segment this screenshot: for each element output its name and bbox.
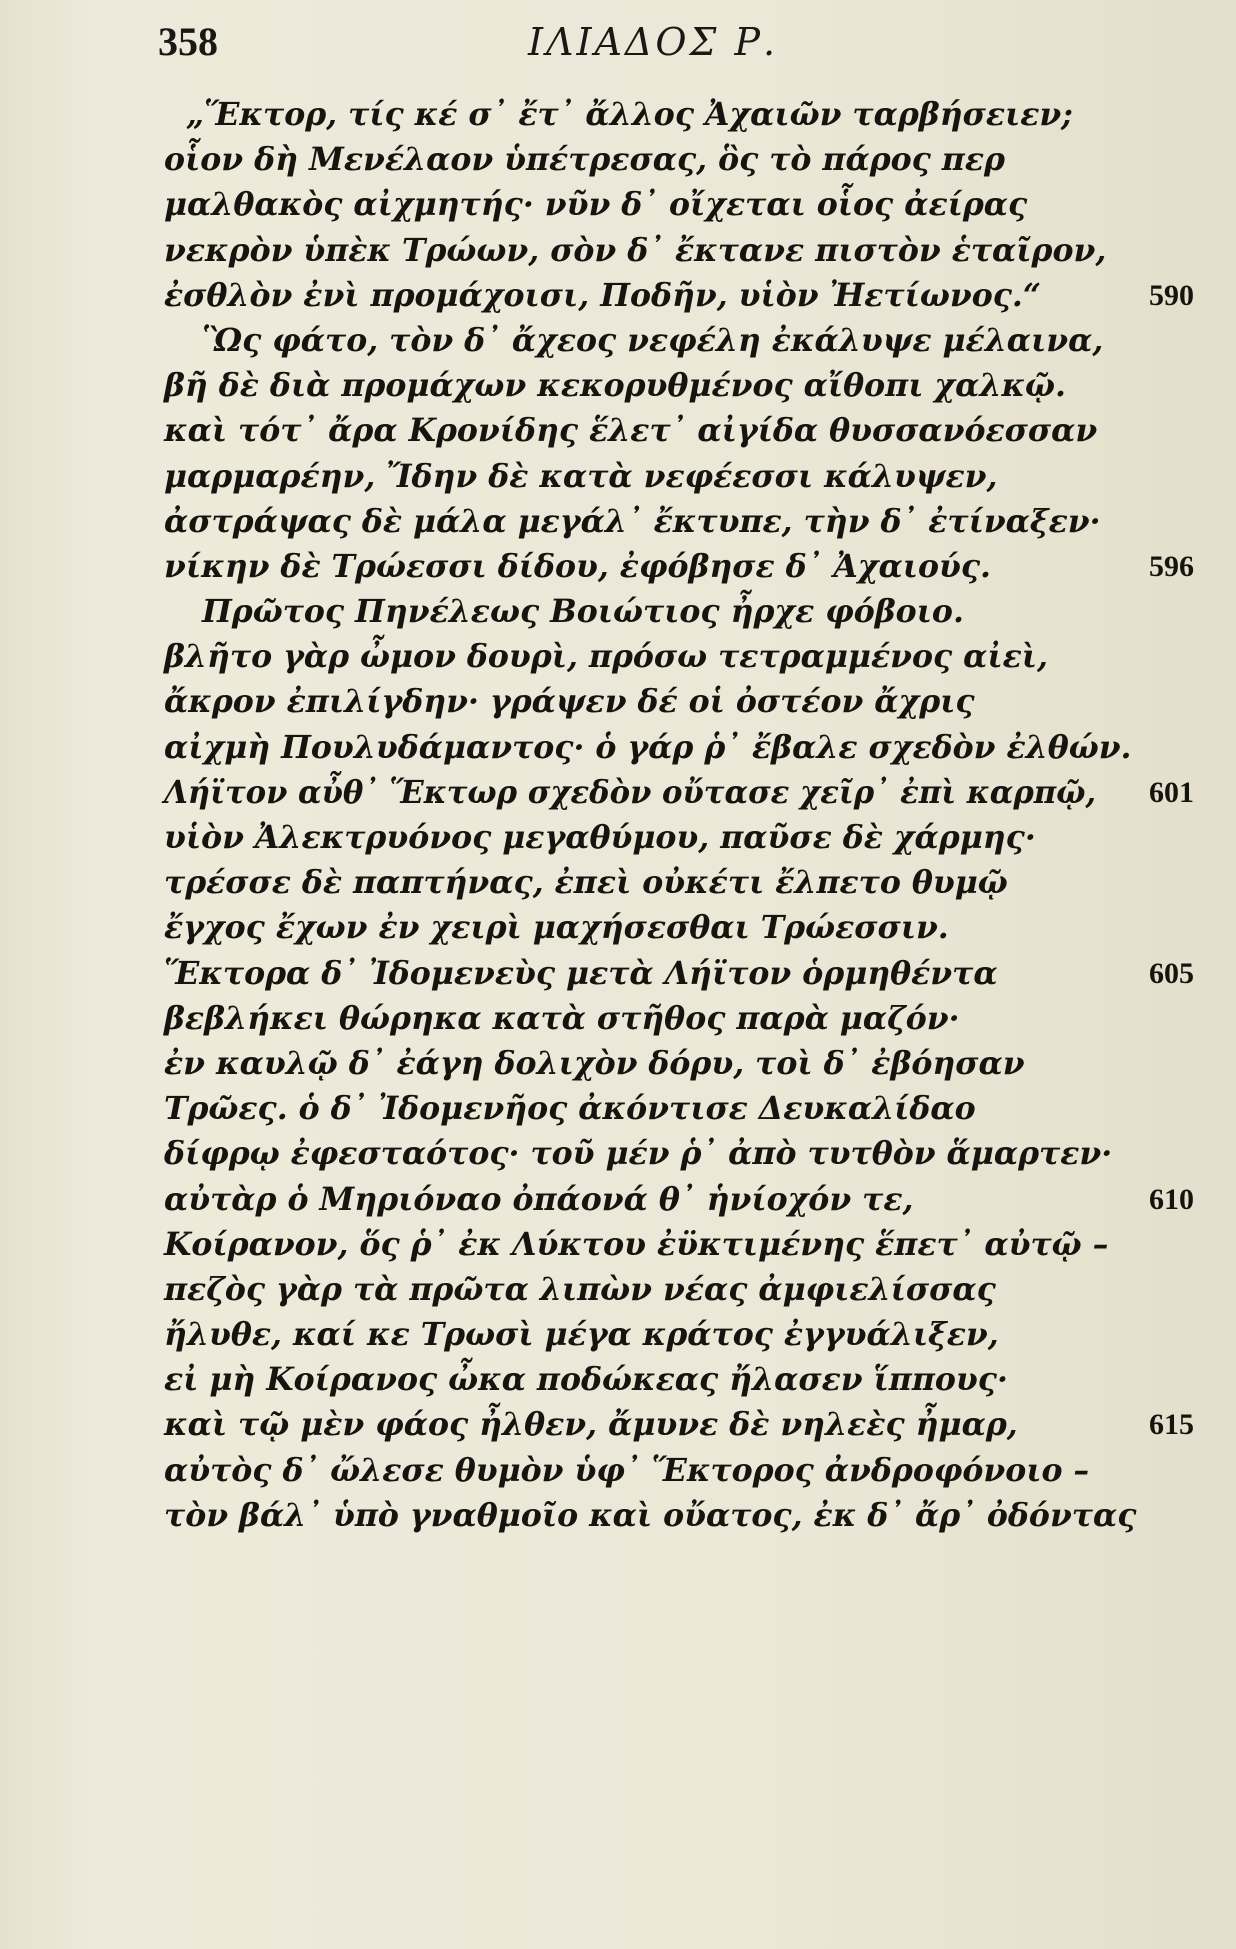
verse-line (0, 1357, 1236, 1402)
verse-line (0, 1131, 1236, 1176)
verse-line (0, 273, 1236, 318)
verse-line (0, 363, 1236, 408)
verse-line (0, 137, 1236, 182)
verse-text: υἱὸν Ἀλεκτρυόνος μεγαθύμου, παῦσε δὲ χάρμης· (164, 819, 1036, 856)
verse-line (0, 1177, 1236, 1222)
running-head: ΙΛΙΑΔΟΣ Ρ. (528, 20, 779, 64)
line-number: 601 (1149, 775, 1194, 809)
verse-text: τρέσσε δὲ παπτήνας, ἐπεὶ οὐκέτι ἔλπετο θυμῷ (164, 864, 1008, 902)
verse-text: Ὣς φάτο, τὸν δ᾽ ἄχεος νεφέλη ἐκάλυψε μέλαινα, (202, 321, 1104, 359)
verse-line (0, 860, 1236, 905)
verse-text: Τρῶες. ὁ δ᾽ Ἰδομενῆος ἀκόντισε Δευκαλίδαο (164, 1090, 976, 1128)
verse-text: καὶ τῷ μὲν φάος ἦλθεν, ἄμυνε δὲ νηλεὲς ἦμαρ, (164, 1406, 1018, 1444)
verse-text: αὐτὰρ ὁ Μηριόναο ὀπάονά θ᾽ ἡνίοχόν τε, (164, 1180, 914, 1218)
verse-line (0, 589, 1236, 634)
verse-line (0, 770, 1236, 815)
line-number: 590 (1149, 278, 1194, 312)
verse-text: Ἕκτορα δ᾽ Ἰδομενεὺς μετὰ Λήϊτον ὁρμηθέντα (164, 954, 998, 992)
verse-line (0, 318, 1236, 363)
verse-text: δίφρῳ ἐφεσταότος· τοῦ μέν ῥ᾽ ἀπὸ τυτθὸν ἅμαρτεν· (164, 1135, 1113, 1173)
verse-text: Κοίρανον, ὅς ῥ᾽ ἐκ Λύκτου ἐϋκτιμένης ἕπετ᾽ αὐτῷ – (164, 1225, 1109, 1263)
verse-text: ἀστράψας δὲ μάλα μεγάλ᾽ ἔκτυπε, τὴν δ᾽ ἐτίναξεν· (164, 502, 1101, 540)
verse-text: Πρῶτος Πηνέλεως Βοιώτιος ἦρχε φόβοιο. (202, 593, 964, 631)
verse-line (0, 454, 1236, 499)
verse-line (0, 1041, 1236, 1086)
verse-line (0, 815, 1236, 860)
verse-text: αἰχμὴ Πουλυδάμαντος· ὁ γάρ ῥ᾽ ἔβαλε σχεδὸν ἐλθών. (164, 728, 1132, 766)
line-number: 610 (1149, 1182, 1194, 1216)
verse-text: βλῆτο γὰρ ὦμον δουρὶ, πρόσω τετραμμένος αἰεὶ, (164, 638, 1048, 676)
verse-text: τὸν βάλ᾽ ὑπὸ γναθμοῖο καὶ οὔατος, ἐκ δ᾽ ἄρ᾽ ὀδόντας (164, 1496, 1137, 1534)
verse-text: ἤλυθε, καί κε Τρωσὶ μέγα κράτος ἐγγυάλιξεν, (164, 1316, 999, 1354)
line-number: 596 (1149, 549, 1194, 583)
verse-text: ἐν καυλῷ δ᾽ ἐάγη δολιχὸν δόρυ, τοὶ δ᾽ ἐβόησαν (164, 1044, 1025, 1082)
verse-line (0, 1448, 1236, 1493)
verse-line (0, 182, 1236, 227)
verse-line (0, 951, 1236, 996)
verse-line (0, 1312, 1236, 1357)
verse-text: ἔγχος ἔχων ἐν χειρὶ μαχήσεσθαι Τρώεσσιν. (164, 909, 949, 947)
verse-text: μαρμαρέην, Ἴδην δὲ κατὰ νεφέεσσι κάλυψεν, (164, 457, 998, 495)
verse-text: νεκρὸν ὑπὲκ Τρώων, σὸν δ᾽ ἔκτανε πιστὸν ἑταῖρον, (164, 231, 1107, 269)
verse-line (0, 1402, 1236, 1447)
verse-line (0, 499, 1236, 544)
verse-line (0, 544, 1236, 589)
verse-text: οἷον δὴ Μενέλαον ὑπέτρεσας, ὃς τὸ πάρος περ (164, 141, 1005, 179)
verse-line (0, 905, 1236, 950)
verse-line (0, 634, 1236, 679)
verse-text: ἄκρον ἐπιλίγδην· γράψεν δέ οἱ ὀστέον ἄχρις (164, 683, 975, 721)
verse-text: αὐτὸς δ᾽ ὤλεσε θυμὸν ὑφ᾽ Ἕκτορος ἀνδροφόνοιο – (164, 1451, 1090, 1489)
verse-line (0, 408, 1236, 453)
verse-line (0, 92, 1236, 137)
verse-text: πεζὸς γὰρ τὰ πρῶτα λιπὼν νέας ἀμφιελίσσας (164, 1270, 996, 1308)
verse-line (0, 679, 1236, 724)
verse-line (0, 996, 1236, 1041)
verse-line (0, 1222, 1236, 1267)
verse-text: βῆ δὲ διὰ προμάχων κεκορυθμένος αἴθοπι χαλκῷ. (164, 367, 1067, 405)
verse-text: Λήϊτον αὖθ᾽ Ἕκτωρ σχεδὸν οὔτασε χεῖρ᾽ ἐπὶ καρπῷ, (164, 773, 1097, 811)
verse-line (0, 228, 1236, 273)
verse-line (0, 725, 1236, 770)
verse-line (0, 1267, 1236, 1312)
verse-text: ἐσθλὸν ἐνὶ προμάχοισι, Ποδῆν, υἱὸν Ἠετίωνος.“ (164, 276, 1041, 314)
verse-line (0, 1493, 1236, 1538)
verse-text: βεβλήκει θώρηκα κατὰ στῆθος παρὰ μαζόν· (164, 999, 960, 1037)
verse-text: εἰ μὴ Κοίρανος ὦκα ποδώκεας ἤλασεν ἵππους· (164, 1361, 1008, 1399)
line-number: 605 (1149, 956, 1194, 990)
verse-line (0, 1086, 1236, 1131)
verse-text: καὶ τότ᾽ ἄρα Κρονίδης ἕλετ᾽ αἰγίδα θυσσανόεσσαν (164, 412, 1098, 450)
verse-text: νίκην δὲ Τρώεσσι δίδου, ἐφόβησε δ᾽ Ἀχαιούς. (164, 547, 992, 585)
line-number: 615 (1149, 1408, 1194, 1442)
page-header (158, 18, 818, 70)
verse-text: „Ἕκτορ, τίς κέ σ᾽ ἔτ᾽ ἄλλος Ἀχαιῶν ταρβήσειεν; (186, 96, 1073, 133)
verse-text: μαλθακὸς αἰχμητής· νῦν δ᾽ οἴχεται οἷος ἀείρας (164, 186, 1028, 224)
verse-block (0, 92, 1236, 1538)
page-number: 358 (158, 19, 218, 64)
